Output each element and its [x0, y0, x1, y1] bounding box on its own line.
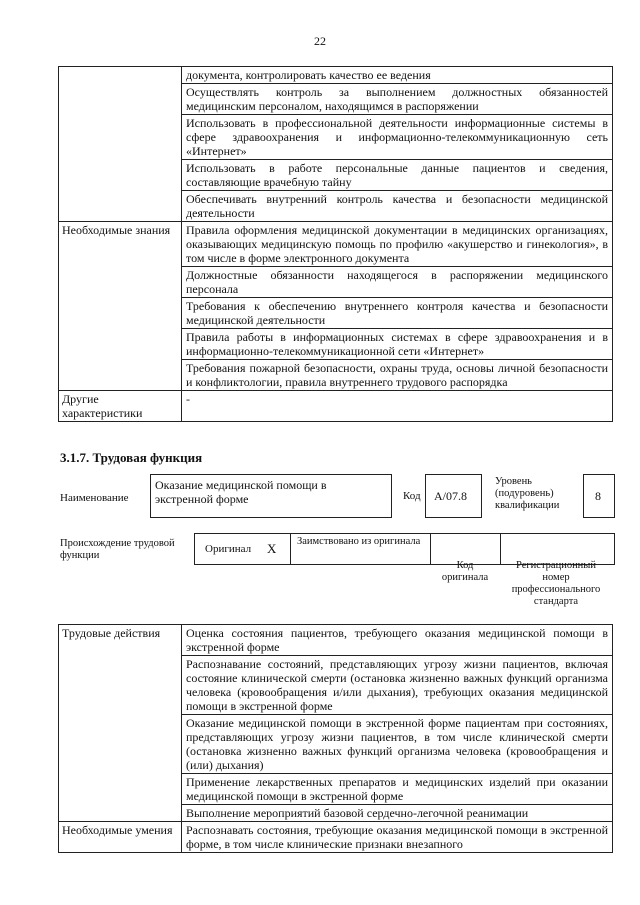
page-number: 22 [314, 34, 326, 48]
code-label: Код [403, 490, 421, 502]
table-cell: Выполнение мероприятий базовой сердечно-легочной реанимации [182, 805, 613, 822]
table-cell: Использовать в работе персональные данные пациентов и сведения, составляющие врачебную тайну [182, 160, 613, 191]
origin-label: Происхождение трудовой функции [60, 538, 175, 561]
code-value: A/07.8 [434, 489, 467, 503]
name-value-box [150, 474, 392, 518]
reg-number-caption: Регистрационный номер профессионального стандарта [511, 560, 601, 607]
table-cell: Требования к обеспечению внутреннего контроля качества и безопасности медицинской деятельности [182, 298, 613, 329]
level-label: Уровень (подуровень) квалификации [495, 476, 560, 511]
borrowed-label: Заимствовано из оригинала [297, 536, 421, 547]
code-original-caption: Код оригинала [441, 560, 489, 583]
table-cell: документа, контролировать качество ее ведения [182, 67, 613, 84]
table-cell: Использовать в профессиональной деятельности информационные системы в сфере здравоохранения и информационно-телекоммуникационную сеть «Интернет» [182, 115, 613, 160]
borrowed-box [290, 533, 432, 565]
row-label [59, 67, 182, 222]
table-cell: Требования пожарной безопасности, охраны труда, основы личной безопасности и конфликтологии, правила внутреннего трудового распорядка [182, 360, 613, 391]
original-label: Оригинал [205, 543, 252, 555]
section-title: 3.1.7. Трудовая функция [60, 450, 203, 465]
table-cell: Распознавание состояний, представляющих угрозу жизни пациентов, включая состояние клинической смерти (остановка жизненно важных функций организма человека (кровообращения и/или дыхания), требующих оказания медицинской помощи в экстренной форме [182, 656, 613, 715]
table-cell: Оценка состояния пациентов, требующего оказания медицинской помощи в экстренной форме [182, 625, 613, 656]
row-label-required-skills: Необходимые умения [59, 822, 182, 853]
table-cell: Правила работы в информационных системах в сфере здравоохранения и в информационно-телекоммуникационной сети «Интернет» [182, 329, 613, 360]
table-cell: Осуществлять контроль за выполнением должностных обязанностей медицинским персоналом, находящимся в распоряжении [182, 84, 613, 115]
table-cell: Распознавать состояния, требующие оказания медицинской помощи в экстренной форме, в том числе клинические признаки внезапного [182, 822, 613, 853]
row-label-other-characteristics: Другие характеристики [59, 391, 182, 422]
row-label-labor-actions: Трудовые действия [59, 625, 182, 822]
code-value-box [425, 474, 482, 518]
name-label: Наименование [60, 492, 129, 504]
level-value: 8 [595, 489, 601, 503]
original-mark: X [267, 541, 277, 556]
table-cell: Применение лекарственных препаратов и медицинских изделий при оказании медицинской помощи в экстренной форме [182, 774, 613, 805]
row-label-required-knowledge: Необходимые знания [59, 222, 182, 391]
table-cell: Обеспечивать внутренний контроль качества и безопасности медицинской деятельности [182, 191, 613, 222]
name-value: Оказание медицинской помощи в экстренной форме [155, 478, 327, 506]
table-cell: Оказание медицинской помощи в экстренной форме пациентам при состояниях, представляющих угрозу жизни пациентов, в том числе клинической смерти (остановка жизненно важных функций организма человека (кровообращения и (или) дыхания) [182, 715, 613, 774]
table-cell: Правила оформления медицинской документации в медицинских организациях, оказывающих медицинскую помощь по профилю «акушерство и гинекология», в том числе в форме электронного документа [182, 222, 613, 267]
level-value-box [583, 474, 615, 518]
bottom-table [58, 624, 613, 853]
table-cell: - [182, 391, 613, 422]
top-table [58, 66, 613, 422]
table-cell: Должностные обязанности находящегося в распоряжении медицинского персонала [182, 267, 613, 298]
original-box [194, 533, 292, 565]
